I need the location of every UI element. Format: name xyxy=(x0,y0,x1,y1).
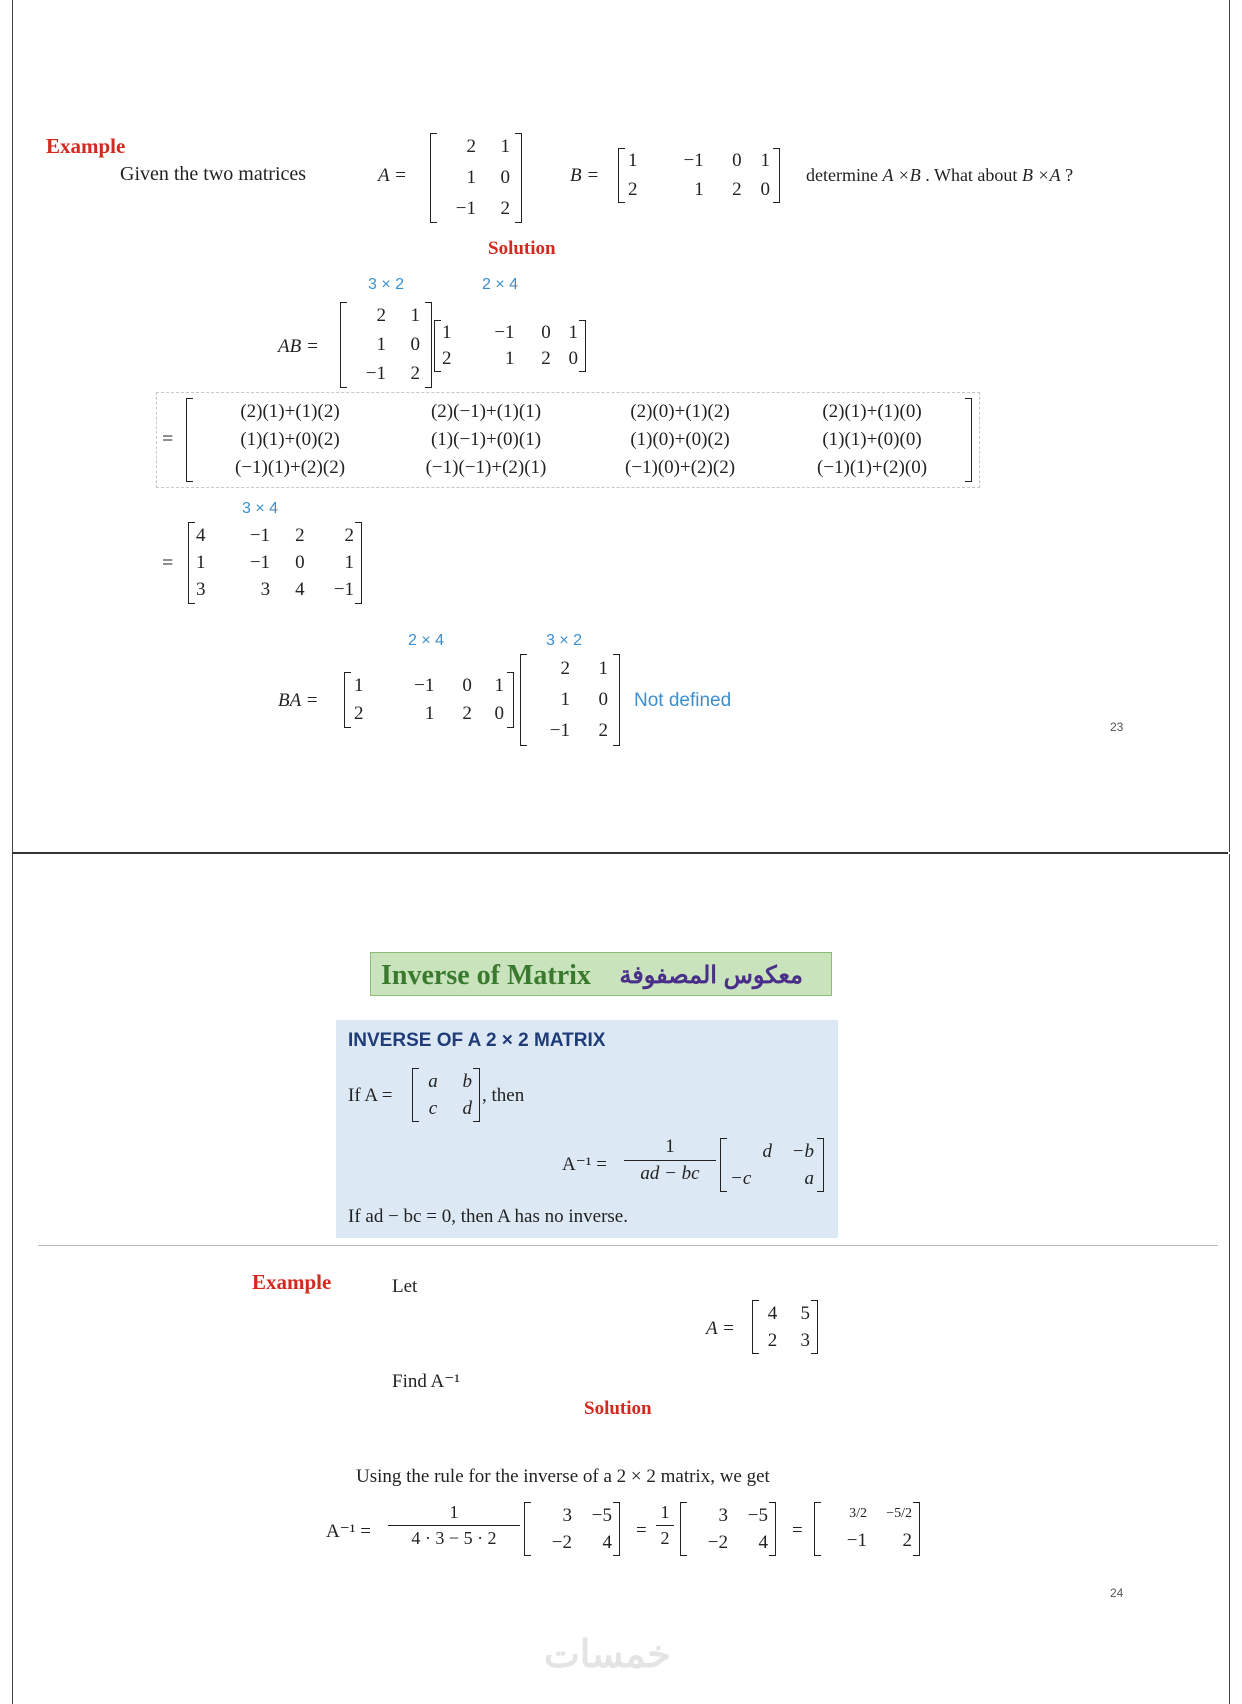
matrix-cell: 3 xyxy=(260,579,271,601)
matrix-A-label: A = xyxy=(378,165,407,186)
matrix-cell: −c xyxy=(730,1167,752,1189)
matrix-cell: 0 xyxy=(410,333,420,355)
matrix-B xyxy=(618,148,780,203)
matrix-cell: 2 xyxy=(354,703,364,724)
matrix-cell: 2 xyxy=(462,703,472,724)
matrix-cell: −1 xyxy=(846,1530,867,1551)
no-inverse-text: If ad − bc = 0, then A has no inverse. xyxy=(348,1206,628,1227)
matrix-cell: −1 xyxy=(414,675,435,696)
calc-matrix xyxy=(524,1502,620,1556)
expansion-cell: (2)(0)+(1)(2) xyxy=(630,401,730,422)
matrix-cell: 1 xyxy=(354,675,364,696)
matrix-cell: 3 xyxy=(718,1504,728,1526)
expansion-cell: (2)(−1)+(1)(1) xyxy=(430,401,542,422)
expansion-cell: (1)(1)+(0)(2) xyxy=(240,429,340,450)
find-text: Find A⁻¹ xyxy=(392,1371,460,1392)
rule-text: Using the rule for the inverse of a 2 × 2 matrix, we get xyxy=(356,1466,770,1487)
inverse-title-banner xyxy=(370,952,832,996)
matrix-cell: 2 xyxy=(541,348,551,369)
matrix-cell: 4 xyxy=(295,579,305,601)
question-what-about: . What about xyxy=(925,165,1018,185)
not-defined-label: Not defined xyxy=(634,690,732,711)
matrix-cell: −1 xyxy=(683,150,704,172)
dim-label-3x4: 3 × 4 xyxy=(242,500,279,517)
matrix-cell: d xyxy=(462,1097,472,1119)
matrix-cell: 2 xyxy=(598,719,608,741)
expansion-equals: = xyxy=(162,428,174,450)
page-number-23: 23 xyxy=(1110,720,1124,734)
matrix-cell: 2 xyxy=(442,348,452,369)
question-AxB: A ×B xyxy=(882,165,921,185)
matrix-cell: 3 xyxy=(562,1504,572,1526)
page-number-24: 24 xyxy=(1110,1586,1124,1600)
matrix-cell: c xyxy=(428,1097,438,1119)
matrix-cell: 0 xyxy=(541,322,551,343)
expansion-cell: (2)(1)+(1)(2) xyxy=(240,401,340,422)
matrix-cell: 4 xyxy=(602,1531,612,1553)
half-numerator: 1 xyxy=(660,1502,670,1522)
matrix-cell: 4 xyxy=(196,524,206,546)
matrix-cell: −2 xyxy=(551,1531,572,1553)
matrix-cell: −1 xyxy=(249,551,271,573)
half-matrix xyxy=(680,1502,776,1556)
example-matrix xyxy=(752,1300,818,1354)
matrix-cell: −1 xyxy=(333,579,354,601)
fraction-numerator: 1 xyxy=(665,1136,675,1157)
matrix-cell: 1 xyxy=(694,178,704,200)
expansion-cell: (−1)(1)+(2)(2) xyxy=(234,457,346,478)
matrix-cell: 1 xyxy=(466,166,476,188)
matrix-cell: −1 xyxy=(249,524,271,546)
matrix-cell: 1 xyxy=(196,551,206,573)
matrix-cell: 0 xyxy=(760,178,770,200)
final-matrix xyxy=(814,1502,920,1556)
matrix-cell: 2 xyxy=(410,362,420,384)
matrix-cell: −5 xyxy=(747,1504,768,1526)
matrix-cell: 2 xyxy=(732,178,742,200)
BA-dim-label-3x2: 3 × 2 xyxy=(546,632,583,649)
general-matrix xyxy=(412,1068,480,1122)
inverse-title-en: Inverse of Matrix xyxy=(381,960,591,991)
matrix-cell: 1 xyxy=(424,703,435,724)
matrix-cell: a xyxy=(804,1167,814,1189)
expansion-cell: (1)(−1)+(0)(1) xyxy=(430,429,542,450)
dim-label-3x2: 3 × 2 xyxy=(368,276,405,293)
let-text: Let xyxy=(392,1276,418,1297)
question-determine: determine xyxy=(806,165,878,185)
expansion-cell: (−1)(1)+(2)(0) xyxy=(816,457,928,478)
matrix-cell: 1 xyxy=(505,348,515,369)
matrix-cell: 2 xyxy=(560,658,570,680)
matrix-cell: a xyxy=(428,1070,438,1092)
question-BxA: B ×A xyxy=(1021,165,1061,185)
matrix-cell: 1 xyxy=(628,150,638,172)
matrix-cell: −1 xyxy=(549,719,570,741)
expansion-cell: (−1)(0)+(2)(2) xyxy=(624,457,736,478)
A-inverse-label: A⁻¹ = xyxy=(562,1154,607,1175)
matrix-cell: 0 xyxy=(598,688,608,710)
matrix-cell: 1 xyxy=(494,675,504,696)
BA-dim-label-2x4: 2 × 4 xyxy=(408,632,445,649)
AB-left-matrix xyxy=(340,302,432,388)
watermark: خمسات xyxy=(544,1634,671,1676)
general-fraction xyxy=(624,1136,716,1185)
calc-denominator: 4 · 3 − 5 · 2 xyxy=(388,1525,520,1549)
matrix-cell: −2 xyxy=(707,1531,728,1553)
example-label: Example xyxy=(46,134,126,158)
half-denominator: 2 xyxy=(656,1525,674,1549)
inverse-title-ar: معكوس المصفوفة xyxy=(619,962,803,989)
matrix-B-label: B = xyxy=(570,165,600,186)
calc-equals-1: = xyxy=(636,1520,647,1541)
matrix-cell: −b xyxy=(791,1140,814,1162)
question-text xyxy=(806,165,1073,186)
matrix-cell: 0 xyxy=(295,551,305,573)
matrix-cell: 0 xyxy=(494,703,504,724)
matrix-cell: 1 xyxy=(500,135,510,157)
expansion-cell: (1)(1)+(0)(0) xyxy=(822,429,922,450)
fraction-denominator: ad − bc xyxy=(624,1160,716,1185)
matrix-cell: 3/2 xyxy=(849,1506,867,1521)
solution-label-2: Solution xyxy=(584,1398,652,1419)
matrix-cell: 2 xyxy=(466,135,476,157)
matrix-cell: 1 xyxy=(760,150,770,172)
matrix-cell: 4 xyxy=(758,1531,768,1553)
matrix-cell: 1 xyxy=(560,688,570,710)
matrix-cell: 1 xyxy=(442,322,452,343)
matrix-cell: 3 xyxy=(800,1329,810,1351)
matrix-cell: 2 xyxy=(628,178,638,200)
result-equals: = xyxy=(162,552,174,574)
matrix-cell: 2 xyxy=(902,1530,912,1551)
matrix-cell: 2 xyxy=(767,1329,778,1351)
matrix-cell: b xyxy=(462,1070,472,1092)
matrix-cell: 4 xyxy=(767,1302,778,1324)
expansion-cell: (−1)(−1)+(2)(1) xyxy=(425,457,547,478)
expansion-cell: (1)(0)+(0)(2) xyxy=(630,429,730,450)
if-A-label: If A = xyxy=(348,1085,393,1106)
matrix-cell: 2 xyxy=(295,524,305,546)
example-label-2: Example xyxy=(252,1270,332,1294)
BA-right-matrix xyxy=(520,654,620,746)
matrix-cell: 5 xyxy=(800,1302,810,1324)
calc-numerator: 1 xyxy=(449,1502,459,1522)
matrix-cell: 2 xyxy=(500,198,510,220)
matrix-cell: 0 xyxy=(462,675,472,696)
BA-label: BA = xyxy=(278,690,319,711)
expansion-matrix xyxy=(186,398,972,482)
calc-A-inverse-label: A⁻¹ = xyxy=(326,1521,371,1542)
expansion-cell: (2)(1)+(1)(0) xyxy=(822,401,922,422)
BA-left-matrix xyxy=(344,672,514,728)
AB-right-matrix xyxy=(434,320,586,372)
matrix-cell: 2 xyxy=(344,524,354,546)
matrix-cell: −5/2 xyxy=(886,1506,912,1521)
solution-label: Solution xyxy=(488,238,556,259)
question-mark: ? xyxy=(1065,165,1074,185)
matrix-cell: 1 xyxy=(568,322,578,343)
matrix-cell: d xyxy=(762,1140,772,1162)
then-text: , then xyxy=(482,1085,525,1106)
matrix-cell: 1 xyxy=(598,658,608,680)
matrix-cell: 0 xyxy=(568,348,578,369)
given-text: Given the two matrices xyxy=(120,163,307,185)
matrix-cell: −1 xyxy=(455,198,476,220)
matrix-cell: 0 xyxy=(732,150,742,172)
AB-label: AB = xyxy=(278,336,319,357)
calc-equals-2: = xyxy=(792,1520,803,1541)
matrix-cell: −5 xyxy=(591,1504,612,1526)
matrix-A xyxy=(430,133,522,223)
matrix-cell: 0 xyxy=(500,166,510,188)
matrix-cell: 1 xyxy=(344,551,354,573)
definition-heading: INVERSE OF A 2 × 2 MATRIX xyxy=(348,1030,606,1051)
matrix-cell: 3 xyxy=(196,579,206,601)
example-A-label: A = xyxy=(706,1318,735,1339)
adjugate-matrix xyxy=(720,1138,824,1192)
matrix-cell: 2 xyxy=(376,305,386,327)
half-fraction xyxy=(656,1502,674,1549)
calc-fraction xyxy=(388,1502,520,1549)
matrix-cell: −1 xyxy=(365,362,386,384)
dim-label-2x4: 2 × 4 xyxy=(482,276,519,293)
matrix-cell: 1 xyxy=(410,305,420,327)
result-matrix xyxy=(188,522,362,604)
matrix-cell: −1 xyxy=(494,322,515,343)
matrix-cell: 1 xyxy=(376,333,386,355)
section-rule xyxy=(38,1245,1218,1246)
